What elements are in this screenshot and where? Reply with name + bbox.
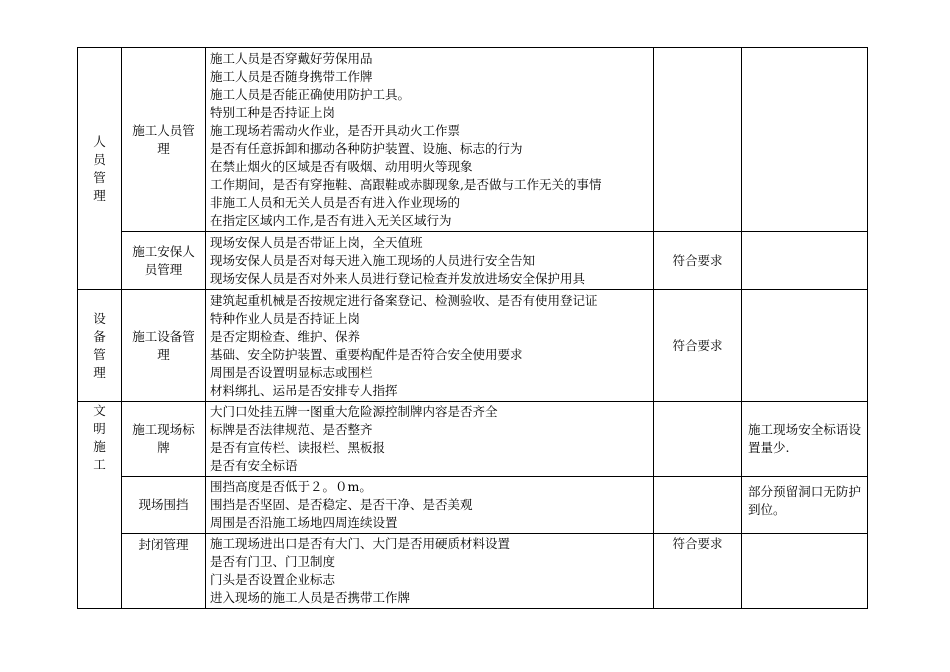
content-line: 进入现场的施工人员是否携带工作牌 (210, 590, 411, 605)
table-row (78, 48, 868, 232)
content-cell (206, 534, 654, 609)
content-line: 周围是否沿施工场地四周连续设置 (210, 515, 398, 530)
note-cell (742, 534, 868, 609)
item-cell (122, 534, 206, 609)
content-cell (206, 232, 654, 290)
category-cell (78, 48, 122, 290)
content-line: 材料绑扎、运吊是否安排专人指挥 (210, 382, 398, 398)
content-line: 大门口处挂五牌一图重大危险源控制牌内容是否齐全 (210, 404, 498, 419)
content-line: 在禁止烟火的区域是否有吸烟、动用明火等现象 (210, 158, 473, 174)
result-label: 符合要求 (672, 536, 723, 551)
table-row (78, 477, 868, 534)
content-line: 现场安保人员是否对每天进入施工现场的人员进行安全告知 (210, 252, 536, 268)
content-cell (206, 402, 654, 477)
category-label: 文明施工 (93, 403, 106, 472)
content-line: 特别工种是否持证上岗 (210, 104, 336, 120)
category-label: 设备管理 (93, 310, 106, 380)
item-cell (122, 477, 206, 534)
item-label: 现场围挡 (138, 497, 189, 512)
item-label: 封闭管理 (138, 537, 189, 552)
note-label: 施工现场安全标语设置量少. (748, 422, 861, 455)
content-line: 建筑起重机械是否按规定进行备案登记、检测验收、是否有使用登记证 (210, 292, 598, 308)
content-line: 施工人员是否穿戴好劳保用品 (210, 50, 373, 66)
content-line: 是否定期检查、维护、保养 (210, 328, 361, 344)
content-line: 非施工人员和无关人员是否有进入作业现场的 (210, 194, 461, 210)
content-line: 门头是否设置企业标志 (210, 572, 336, 587)
content-line: 是否有安全标语 (210, 458, 298, 473)
result-cell (654, 290, 742, 402)
content-line: 工作期间，是否有穿拖鞋、高跟鞋或赤脚现象,是否做与工作无关的事情 (210, 176, 602, 192)
result-cell (654, 534, 742, 609)
result-cell (654, 232, 742, 290)
item-cell (122, 232, 206, 290)
content-line: 是否有门卫、门卫制度 (210, 554, 336, 569)
inspection-table (77, 47, 868, 609)
content-line: 施工人员是否随身携带工作牌 (210, 68, 373, 84)
content-line: 围挡是否坚固、是否稳定、是否干净、是否美观 (210, 497, 473, 512)
category-cell (78, 402, 122, 609)
content-line: 标牌是否法律规范、是否整齐 (210, 422, 373, 437)
content-line: 施工人员是否能正确使用防护工具。 (210, 86, 411, 102)
result-label: 符合要求 (672, 337, 723, 353)
table-row (78, 402, 868, 477)
content-line: 是否有宣传栏、读报栏、黑板报 (210, 440, 386, 455)
result-cell (654, 402, 742, 477)
note-cell (742, 477, 868, 534)
result-cell (654, 48, 742, 232)
result-cell (654, 477, 742, 534)
item-label: 施工人员管理 (132, 122, 195, 156)
content-line: 现场安保人员是否对外来人员进行登记检查并发放进场安全保护用具 (210, 270, 586, 286)
note-cell (742, 402, 868, 477)
content-line: 是否有任意拆卸和挪动各种防护装置、设施、标志的行为 (210, 140, 523, 156)
content-cell (206, 48, 654, 232)
table-row (78, 290, 868, 402)
table-row (78, 534, 868, 609)
note-cell (742, 232, 868, 290)
content-line: 施工现场进出口是否有大门、大门是否用硬质材料设置 (210, 536, 511, 551)
category-label: 人员管理 (93, 133, 106, 203)
content-line: 围挡高度是否低于２。０m。 (210, 479, 372, 494)
content-cell (206, 477, 654, 534)
content-line: 在指定区域内工作,是否有进入无关区域行为 (210, 212, 452, 228)
item-label: 施工设备管理 (132, 328, 195, 362)
note-cell (742, 48, 868, 232)
item-label: 施工安保人员管理 (132, 243, 195, 277)
content-line: 现场安保人员是否带证上岗，全天值班 (210, 234, 423, 250)
content-line: 特种作业人员是否持证上岗 (210, 310, 361, 326)
note-label: 部分预留洞口无防护到位。 (748, 484, 861, 517)
content-line: 周围是否设置明显标志或围栏 (210, 364, 373, 380)
item-cell (122, 402, 206, 477)
content-line: 基础、安全防护装置、重要构配件是否符合安全使用要求 (210, 346, 523, 362)
item-cell (122, 48, 206, 232)
category-cell (78, 290, 122, 402)
note-cell (742, 290, 868, 402)
table-row (78, 232, 868, 290)
item-cell (122, 290, 206, 402)
content-line: 施工现场若需动火作业，是否开具动火工作票 (210, 122, 461, 138)
item-label: 施工现场标牌 (132, 422, 195, 455)
result-label: 符合要求 (672, 252, 723, 268)
content-cell (206, 290, 654, 402)
